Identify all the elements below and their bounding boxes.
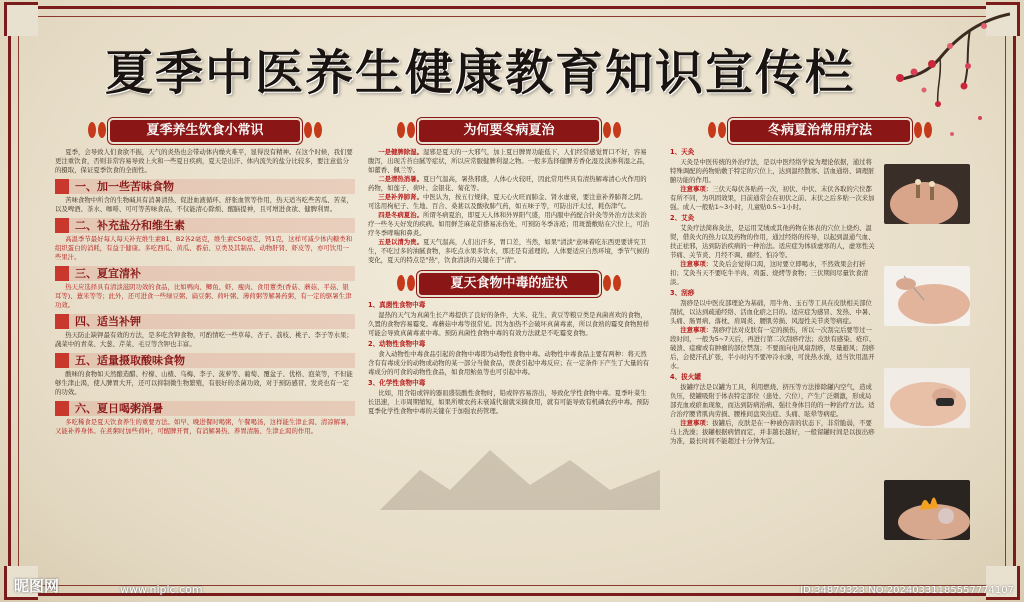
reason-paragraph bbox=[368, 193, 650, 211]
note-label: 注意事项： bbox=[680, 185, 713, 193]
item-title: 五、适量摄取酸味食物 bbox=[55, 353, 355, 368]
note-text: 拔罐后，皮肤是在一种被伤害的状态下，非常脆弱，不要马上洗澡；拔罐根据病情而定，并非越长越好，一般留罐时间是以拔出痧为准，最长时间不能超过十分钟为宜。 bbox=[670, 419, 875, 445]
section-banner bbox=[419, 273, 599, 295]
reason-label: 五是以清为贵。 bbox=[378, 238, 423, 246]
section-heading: 为何要冬病夏治 bbox=[463, 123, 555, 138]
item-text: 热天防止缺钾最有效的方法，是多吃含钾食物，可酌情吃一些草莓、杏子、荔枝、桃子、李子等水果；蔬菜中的青菜、大葱、芹菜、毛豆等含钾也丰富。 bbox=[55, 331, 353, 348]
winter-summer-column bbox=[368, 120, 650, 416]
therapy-note bbox=[670, 419, 876, 446]
reason-text: 夏日气温高，暑热邪盛，人体心火较旺，因此常用些具有清热解毒清心火作用的药物，如莲子、荷叶、金银花、菊花等。 bbox=[368, 175, 647, 192]
therapy-note bbox=[670, 260, 876, 287]
reason-text: 中医认为，按五行规律，夏天心火旺而肺金、肾水虚衰，要注意补养肺肾之阴。可选用枸杞子、生地、百合、桑葚以及酸收肺气药，如五味子等，可防出汗太过，耗伤津气。 bbox=[368, 193, 647, 210]
lantern-icon bbox=[407, 122, 415, 138]
reason-label: 二是清热消暑。 bbox=[378, 175, 423, 183]
therapy-text: 拔罐疗法是以罐为工具，利用燃烧、挤压等方法排除罐内空气，造成负压，使罐吸附于体表特定部位（患处、穴位），产生广泛刺激，形成局部充血或瘀血现象，而达到防病治病、强壮身体目的的一种治疗方法。适合治疗腰背肌肉劳损、腰椎间盘突出症、头痛、眩晕等病症。 bbox=[670, 383, 875, 418]
therapy-item bbox=[670, 214, 876, 287]
lantern-icon bbox=[397, 122, 405, 138]
item-text: 多吃稀食是夏天饮食养生的重要方法。如早、晚进餐时喝粥，午餐喝汤，这样能生津止渴、清凉解暑，又能补养身体。在煮粥时加些荷叶，可醒脾开胃，有消解暑热、养胃清肠、生津止渴的作用。 bbox=[55, 418, 353, 435]
lantern-icon bbox=[924, 122, 932, 138]
lantern-icon bbox=[613, 275, 621, 291]
therapy-list bbox=[670, 148, 876, 446]
lantern-icon bbox=[407, 275, 415, 291]
reason-paragraph bbox=[368, 175, 650, 193]
reason-text: 夏天气温高，人们出汗多，胃口差，当然，如果"清淡"意味着吃东西更要讲究卫生，不吃过多的油腻食物，多吃点水果多饮水，那还是有道理的。人体要适应自然环境，季节气候的变化，夏天的特点是"热"，饮食清淡的关键在于"清"。 bbox=[368, 238, 650, 264]
diet-item bbox=[55, 218, 355, 262]
note-text: 三伏天每伏各贴药一次，初伏、中伏、末伏各取的穴位都有所不同，为巩固效果，目前通常会在初伏之前、末伏之后多贴一次来加强。成人一般贴1~3小时，儿童贴0.5~1小时。 bbox=[670, 185, 875, 211]
lantern-icon bbox=[397, 275, 405, 291]
poison-text: 比如，用含铅或锌的器皿盛装酸性食物时，铅或锌容易溶出，导致化学性食物中毒。夏季叶菜生长迅速，上市周期缩短，如果所喷农药未衰减代谢就采摘食用，就有可能导致有机磷农药中毒。预防夏季化学性食物中毒的关键在于加强农药管理。 bbox=[368, 389, 650, 415]
lantern-icon bbox=[98, 122, 106, 138]
item-title: 二、补充盐分和维生素 bbox=[55, 218, 355, 233]
diet-item bbox=[55, 266, 355, 310]
lantern-icon bbox=[603, 122, 611, 138]
therapy-item bbox=[670, 289, 876, 371]
note-text: 刮痧疗法对皮肤有一定的损伤，所以一次刮完后要等过一段时间，一般为5~7天后，再进行第二次刮痧疗法；皮肤有感染、疮疖、破溃、痣瘤或有肿瘤的部位禁刮；不要面向电风扇刮痧，尽量避风；刮痧后，会使汗孔扩张，半小时内不要冲冷水澡，可洗热水澡，适当饮用温开水。 bbox=[670, 326, 876, 370]
item-title: 一、加一些苦味食物 bbox=[55, 179, 355, 194]
diet-item bbox=[55, 179, 355, 214]
section-banner bbox=[419, 120, 599, 142]
diet-item bbox=[55, 353, 355, 397]
lantern-icon bbox=[603, 275, 611, 291]
reason-paragraph bbox=[368, 148, 650, 175]
therapy-item bbox=[670, 373, 876, 446]
item-title: 六、夏日喝粥消暑 bbox=[55, 401, 355, 416]
lantern-icon bbox=[304, 122, 312, 138]
intro-paragraph: 夏季，会导致人们食欲不振，天气的炎热也会带动体内燥火难平，显得没有精神。在这个时候，我们要更注重饮食，否则非常容易导致上火和一些夏日疾病，夏天是出汗、体内流失的盐分比较多，要注意盐分的摄取，保证夏季饮食的全面性。 bbox=[55, 148, 353, 174]
therapy-note bbox=[670, 185, 876, 212]
diet-tips-column bbox=[55, 120, 355, 436]
poison-text: 湿热的天气为真菌生长产毒提供了良好的条件，大米、花生、黄豆等粮豆类是真菌喜欢的食物，久置的食物容易霉变。毒蘑菇中毒等很常见。因为加热不会破坏真菌毒素，所以食熟的霉变食物照样可能会导致真菌毒素中毒。预防真菌性食物中毒的有效方法就是不吃霉变食物。 bbox=[368, 311, 650, 337]
therapy-text: 天灸是中医传统的外治疗法，是以中医经络学说为理论依据，通过将特殊调配的药物贴敷于特定的穴位上，达到温经散寒、活血通络、调理脏腑功能的作用。 bbox=[670, 158, 875, 184]
gua-sha-photo bbox=[884, 368, 970, 428]
lantern-icon bbox=[613, 122, 621, 138]
ink-mountain-decoration bbox=[380, 440, 660, 510]
lantern-icon bbox=[88, 122, 96, 138]
reason-text: 湿邪是夏天的一大邪气，加上夏日脾胃功能低下，人们经常感觉胃口不好，容易腹泻，出现舌苔白腻等症状，所以应常服健脾利湿之物。一般多选择健脾芳香化湿及淡渗利湿之品，如藿香、佩兰等。 bbox=[368, 148, 650, 174]
reason-label: 一是健脾除湿。 bbox=[378, 148, 423, 156]
lantern-icon bbox=[708, 122, 716, 138]
therapy-column bbox=[670, 120, 970, 446]
reason-paragraph bbox=[368, 211, 650, 238]
therapy-name: 2、艾灸 bbox=[670, 214, 695, 222]
therapy-name: 4、拔火罐 bbox=[670, 373, 701, 381]
lantern-icon bbox=[718, 122, 726, 138]
therapy-name: 3、刮痧 bbox=[670, 289, 695, 297]
cupping-photo bbox=[884, 480, 970, 540]
note-label: 注意事项： bbox=[680, 260, 713, 268]
lantern-icon bbox=[314, 122, 322, 138]
item-title: 三、夏宜清补 bbox=[55, 266, 355, 281]
reason-label: 四是冬病夏治。 bbox=[378, 211, 423, 219]
lantern-icon bbox=[914, 122, 922, 138]
poison-subtitle: 2、动物性食物中毒 bbox=[368, 340, 426, 348]
item-title: 四、适当补钾 bbox=[55, 314, 355, 329]
corner-ornament bbox=[4, 2, 38, 36]
item-text: 高温季节最好每人每天补充维生素B1、B2各2毫克，维生素C50毫克，钙1克，这样可减少体内糖类和组织蛋白的消耗，有益于健康。多吃西瓜、黄瓜、番茄、豆类及其制品、动物肝肾、虾皮等，亦可饮用一些果汁。 bbox=[55, 235, 353, 261]
watermark-url: www.nipic.com bbox=[120, 583, 203, 596]
section-heading: 夏天食物中毒的症状 bbox=[450, 276, 568, 291]
watermark-id: ID:34879323 NO:20240331185557774107 bbox=[800, 585, 1014, 596]
moxibustion-photo bbox=[884, 164, 970, 224]
section-heading: 夏季养生饮食小常识 bbox=[146, 123, 264, 138]
item-text: 酸味的食物如天然酿造醋、柠檬、山楂、乌梅、李子、菠萝等、葡萄、覆盆子、优格、泡菜等，不但能够生津止渴，使人脾胃大开，还可以抑制微生物繁殖，有很好的杀菌功效，对于预防感冒、发炎也有一定的功效。 bbox=[55, 370, 353, 396]
item-text: 苦味食物中所含的生物碱具有消暑清热、促进血液循环、舒张血管等作用，热天适当吃些苦瓜、苦菜，以及啤酒、茶水、咖啡、可可等苦味食品，不仅能清心除烦、醒脑提神，且可增进食欲、健脾利胃。 bbox=[55, 196, 353, 213]
therapy-text: 刮痧是以中医皮部理论为基础，用牛角、玉石等工具在皮肤相关部位刮拭，以达到疏通经络、活血化瘀之目的。适应症为感冒、发热、中暑、头痛、肠胃病、落枕、肩周炎、腰肌劳损、风湿性关节炎等病症。 bbox=[670, 299, 875, 325]
reason-paragraph bbox=[368, 238, 650, 265]
reason-label: 三是补养肺肾。 bbox=[378, 193, 423, 201]
reason-text: 所谓冬病夏治，即夏天人体和外界阳气盛，用内服中药配合针灸等外治方法来治疗一些冬天好发的疾病。如用鲜芝麻花常搽易冻伤处，可预防冬季冻疮；用斑蝥敷贴在穴位上，可治疗冬季哮喘和鼻炎。 bbox=[368, 211, 650, 237]
therapy-note bbox=[670, 326, 876, 371]
note-label: 注意事项： bbox=[680, 326, 713, 334]
section-banner bbox=[730, 120, 910, 142]
watermark-logo: 昵图网 bbox=[14, 577, 60, 595]
poison-text: 食入动物性中毒食品引起的食物中毒即为动物性食物中毒。动物性中毒食品主要有两种：将天然含有有毒成分的动物或动物的某一部分当做食品，误食引起中毒反应；在一定条件下产生了大量的有毒成分的可食的动物性食品，如食用鲐鱼等也可引起中毒。 bbox=[368, 350, 650, 376]
page-title: 夏季中医养生健康教育知识宣传栏 bbox=[104, 45, 855, 101]
note-text: 艾灸后会觉得口渴，这时要立即喝水，不然效果会打折扣；艾灸当天不要吃牛羊肉、鸡蛋、烧烤等食物；三伏期间尽量饮食清淡。 bbox=[670, 260, 869, 286]
poison-subtitle: 1、真菌性食物中毒 bbox=[368, 301, 426, 309]
item-text: 热天应选择具有清淡滋阴功效的食品，比如鸭肉、鲫鱼、虾、瘦肉、食用蕈类(香菇、蘑菇、平菇、银耳等)、薏米等等；此外，还可进食一些绿豆粥、扁豆粥、荷叶粥、薄荷粥等解暑药粥，有一定的驱暑生津功效。 bbox=[55, 283, 352, 309]
therapy-name: 1、天灸 bbox=[670, 148, 695, 156]
section-heading: 冬病夏治常用疗法 bbox=[767, 123, 872, 138]
diet-item bbox=[55, 401, 355, 436]
note-label: 注意事项： bbox=[680, 419, 713, 427]
therapy-item bbox=[670, 148, 876, 212]
poison-subtitle: 3、化学性食物中毒 bbox=[368, 379, 426, 387]
diet-item bbox=[55, 314, 355, 349]
section-banner bbox=[110, 120, 300, 142]
therapy-text: 艾灸疗法简称灸法，是运用艾绒或其他药物在体表的穴位上烧灼、温熨，借灸火的热力以及药物的作用，通过经络的传导，以起到温通气血、扶正祛邪，达到防治疾病的一种治法。适应症为体质虚寒的人，虚寒性关节痛、关节炎、月经不调、痛经、怕冷等。 bbox=[670, 224, 875, 259]
acupuncture-photo bbox=[884, 266, 970, 326]
